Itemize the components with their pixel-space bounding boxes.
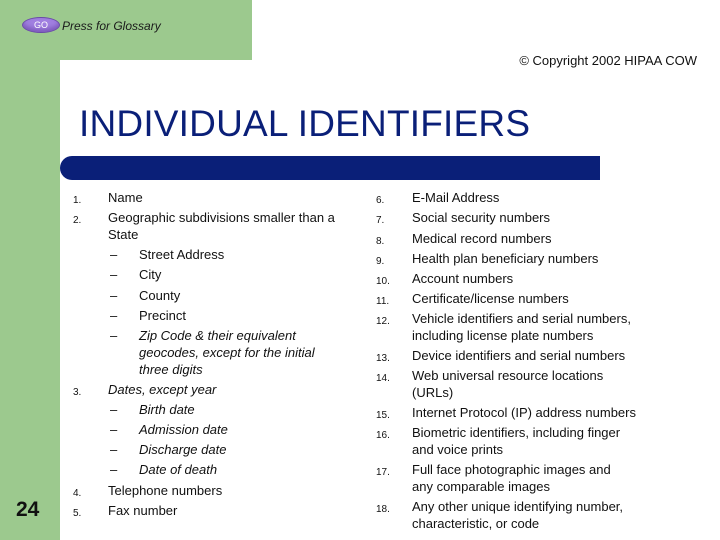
list-item: E-Mail Address (412, 190, 500, 205)
sub-item-continuation: geocodes, except for the initial (139, 345, 315, 360)
list-item-continuation: State (108, 227, 139, 242)
glossary-button[interactable] (22, 17, 60, 33)
glossary-button-text: GO (33, 20, 48, 30)
dash-marker: – (110, 328, 118, 343)
list-number: 4. (73, 488, 82, 499)
list-item: Name (108, 190, 143, 205)
list-item-continuation: any comparable images (412, 479, 551, 494)
sub-item: City (139, 267, 162, 282)
list-item: Geographic subdivisions smaller than a (108, 210, 335, 225)
list-item: Health plan beneficiary numbers (412, 251, 599, 266)
list-number: 13. (376, 353, 390, 364)
list-number: 2. (73, 215, 82, 226)
slide-title: INDIVIDUAL IDENTIFIERS (79, 103, 531, 144)
list-number: 5. (73, 508, 82, 519)
list-item: Dates, except year (108, 382, 217, 397)
list-number: 11. (376, 296, 390, 307)
sub-item: Date of death (139, 462, 218, 477)
list-number: 16. (376, 430, 390, 441)
list-number: 1. (73, 195, 82, 206)
dash-marker: – (110, 422, 118, 437)
sub-item: Street Address (139, 247, 225, 262)
list-number: 10. (376, 276, 390, 287)
dash-marker: – (110, 308, 118, 323)
dash-marker: – (110, 442, 118, 457)
sub-item-continuation: three digits (139, 362, 203, 377)
list-item: Full face photographic images and (412, 462, 611, 477)
glossary-label: Press for Glossary (62, 19, 161, 33)
sub-item: Birth date (139, 402, 195, 417)
copyright-text: © Copyright 2002 HIPAA COW (519, 53, 697, 68)
sub-item: Discharge date (139, 442, 227, 457)
list-number: 17. (376, 467, 390, 478)
title-underline-bar (60, 156, 600, 180)
green-side-band (0, 60, 60, 540)
list-item: Fax number (108, 503, 178, 518)
list-item: Social security numbers (412, 210, 550, 225)
list-number: 8. (376, 236, 385, 247)
list-item: Telephone numbers (108, 483, 223, 498)
sub-item: Admission date (139, 422, 228, 437)
list-item: Vehicle identifiers and serial numbers, (412, 311, 631, 326)
list-item-continuation: and voice prints (412, 442, 504, 457)
list-item: Internet Protocol (IP) address numbers (412, 405, 636, 420)
list-item-continuation: characteristic, or code (412, 516, 540, 531)
list-item: Device identifiers and serial numbers (412, 348, 626, 363)
dash-marker: – (110, 462, 118, 477)
list-item-continuation: including license plate numbers (412, 328, 594, 343)
list-item-continuation: (URLs) (412, 385, 454, 400)
page-number: 24 (16, 498, 40, 521)
list-number: 9. (376, 256, 385, 267)
sub-item: Precinct (139, 308, 186, 323)
list-item: Certificate/license numbers (412, 291, 569, 306)
sub-item: County (139, 288, 181, 303)
list-item: Any other unique identifying number, (412, 499, 624, 514)
dash-marker: – (110, 288, 118, 303)
list-number: 18. (376, 504, 390, 515)
list-number: 15. (376, 410, 390, 421)
list-item: Medical record numbers (412, 231, 552, 246)
dash-marker: – (110, 402, 118, 417)
list-item: Biometric identifiers, including finger (412, 425, 621, 440)
list-item: Web universal resource locations (412, 368, 604, 383)
list-item: Account numbers (412, 271, 514, 286)
dash-marker: – (110, 267, 118, 282)
list-number: 3. (73, 387, 82, 398)
list-number: 12. (376, 316, 390, 327)
list-number: 7. (376, 215, 385, 226)
list-number: 14. (376, 373, 390, 384)
sub-item: Zip Code & their equivalent (139, 328, 296, 343)
list-number: 6. (376, 195, 385, 206)
dash-marker: – (110, 247, 118, 262)
